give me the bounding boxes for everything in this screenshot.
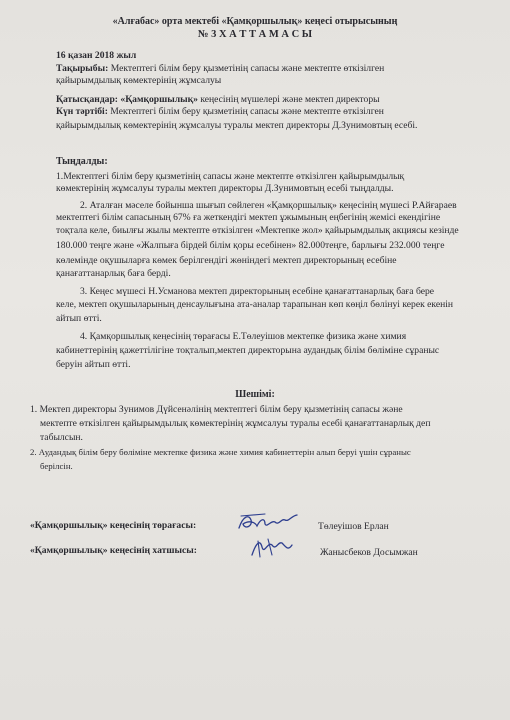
heard-item-2-line: 180.000 теңге және «Жалпыға бірдей білім қоры есебінен» 82.000теңге, барлығы 232.000 теңге [56,240,445,251]
decision-item-1-line: 1. Мектеп директоры Зунимов Дүйсенәлінің мектептегі білім беру қызметінің сапасы және [30,404,403,415]
secretary-signature [246,535,298,561]
heard-item-3-line: айтып өтті. [56,313,102,324]
secretary-title: «Қамқоршылық» кеңесінің хатшысы: [30,545,197,556]
heard-item-2-line: мектептегі білім сапасының 67% ға жеткендігі мектеп ұжымының еңбегінің жемісі екендігіне [56,212,441,223]
chair-name: Төлеуішов Ерлан [318,521,389,532]
heard-heading: Тыңдалды: [56,156,108,167]
heard-item-4-line: 4. Қамқоршылық кеңесінің төрағасы Е.Төлеуішов мектепке физика және химия [80,331,407,342]
decision-item-1-line: табылсын. [40,432,83,443]
secretary-name: Жаныcбеков Досымжан [320,547,418,558]
decision-heading: Шешімі: [235,389,275,400]
agenda-text: Мектептегі білім беру қызметінің сапасы және мектепте өткізілген [107,106,384,117]
heard-item-1-line: көмектерінің жұмсалуы туралы мектеп директоры Д.Зунимовтың есебі тыңдалды. [56,183,394,194]
header-line: «Алғабас» орта мектебі «Қамқоршылық» кеңесі отырысының [112,16,398,27]
heard-item-3-line: келе, мектеп оқушыларының денсаулығына ата-аналар тарапынан көп көңіл бөлінуі керек екенін [56,299,454,310]
decision-item-2-line: 2. Аудандық білім беру бөліміне мектепке физика және химия кабинеттерін алып беруі үшін сұраныс [30,447,411,457]
heard-item-3-line: 3. Кеңес мүшесі Н.Усманова мектеп директорының есебіне қанағаттанарлық баға бере [80,286,435,297]
heard-item-2-line: қанағаттанарлық баға берді. [56,268,171,279]
document-title: № 3 Х А Т Т А М А С Ы [197,29,313,40]
topic-line-2: қайырымдылық көмектерінің жұмсалуы [56,75,222,86]
heard-item-2-line: 2. Аталған мәселе бойынша шығып сөйлеген «Қамқоршылық» кеңесінің мүшесі Р.Айғараев [80,200,457,211]
agenda-line-2: қайырымдылық көмектерінің жұмсалуы туралы мектеп директоры Д.Зунимовтың есебі. [56,120,418,131]
topic-text: Мектептегі білім беру қызметінің сапасы және мектепте өткізілген [108,63,385,74]
participants-text: кеңесінің мүшелері және мектеп директоры [197,94,380,105]
decision-item-1-line: мектепте өткізілген қайырымдылық көмектерінің жұмсалуы туралы есебі қанағаттанарлық деп [40,418,431,429]
topic-line-1 [56,63,384,74]
participants-label: Қатысқандар: «Қамқоршылық» [56,94,198,105]
heard-item-4-line: беруін айтып өтті. [56,359,131,370]
decision-item-2-line: берілсін. [40,461,73,471]
heard-item-2-line: тоқтала келе, биылғы жылы мектепте өткізілген «Мектепке жол» қайырымдылық акциясы кезінде [56,225,459,236]
heard-item-2-line: көлемінде оқушыларға көмек берілгендігі жөніндегі мектеп директорының есебіне [56,255,397,266]
chair-title: «Қамқоршылық» кеңесінің төрағасы: [30,520,197,531]
agenda-line-1 [56,106,384,117]
participants-line [56,94,380,105]
meeting-date: 16 қазан 2018 жыл [56,50,137,61]
topic-label: Тақырыбы: [56,63,109,74]
chair-signature [235,510,305,536]
agenda-label: Күн тәртібі: [56,106,108,117]
heard-item-4-line: кабинеттерінің қажеттілігіне тоқталып,мектеп директорына аудандық білім бөліміне сұраныс [56,345,440,356]
heard-item-1-line: 1.Мектептегі білім беру қызметінің сапасы және мектепте өткізілген қайырымдылық [56,171,405,182]
